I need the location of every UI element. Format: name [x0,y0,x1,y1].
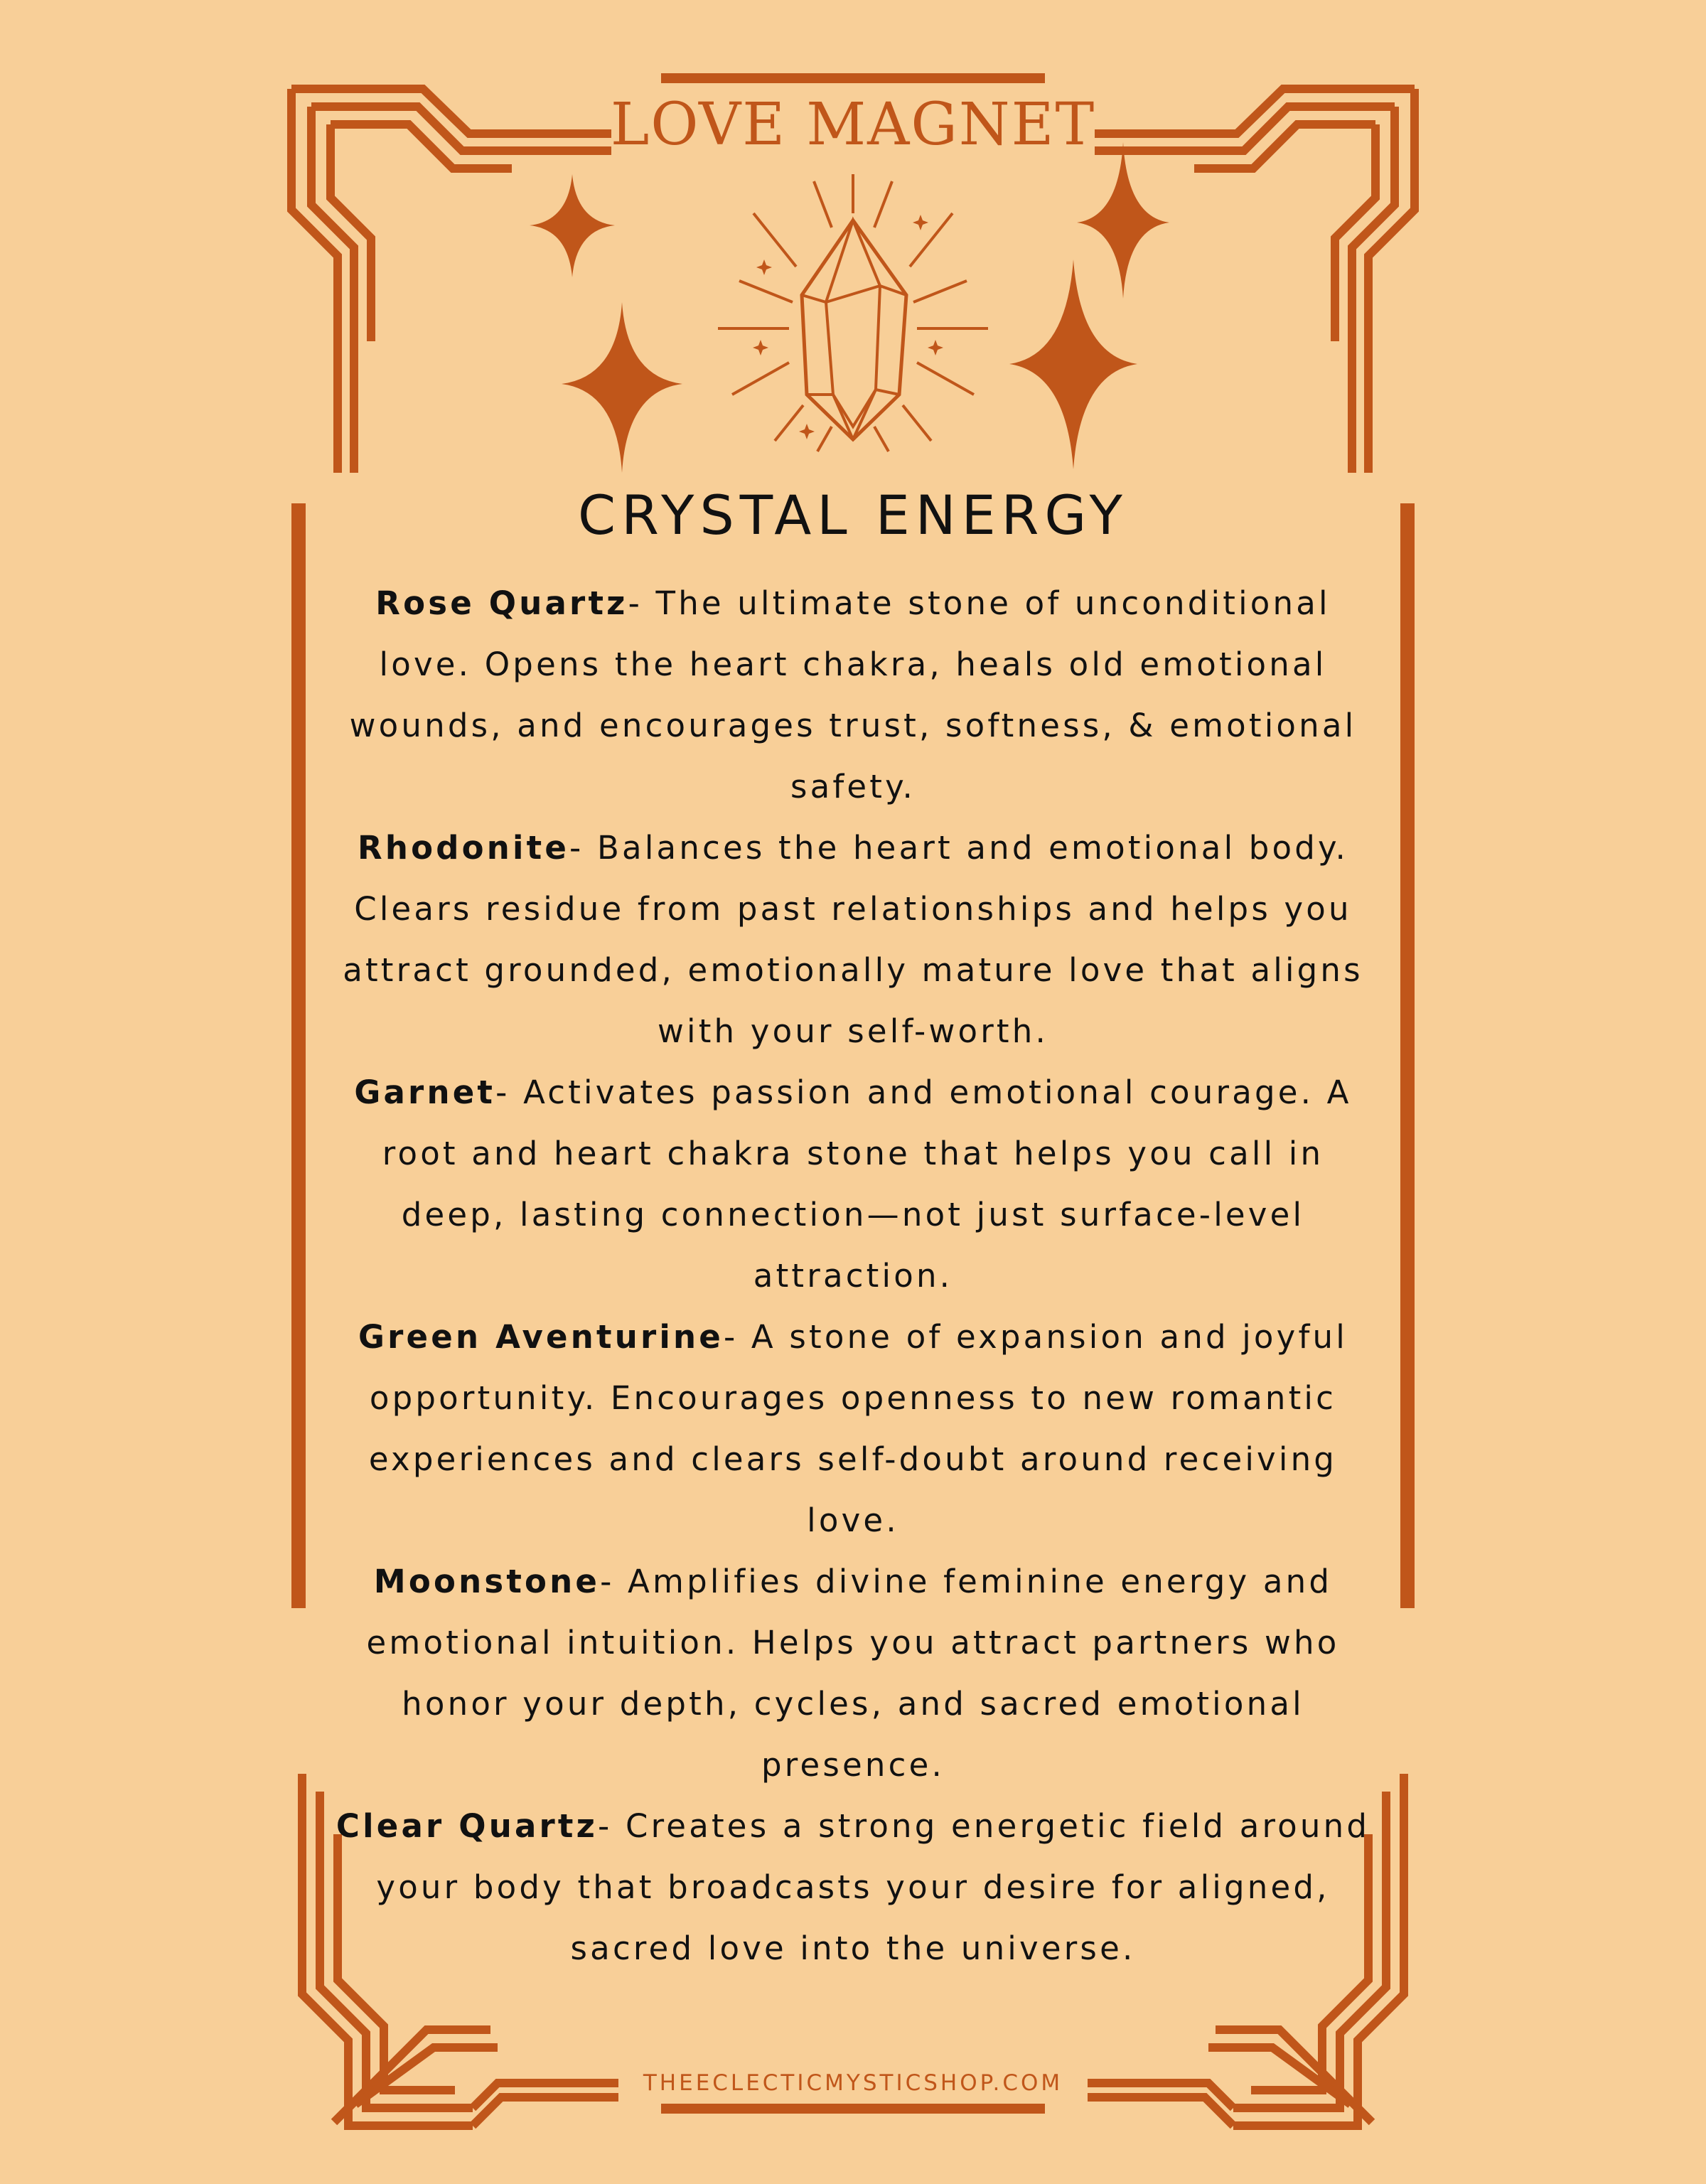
crystal-entry-rose-quartz [334,573,1372,818]
crystal-name: Clear Quartz [336,1807,599,1845]
sparkle-star-icon [562,302,682,473]
crystal-entry-green-aventurine [334,1307,1372,1551]
crystal-description: - Activates passion and emotional courage. A root and heart chakra stone that helps you call in deep, lasting connection—not just surface-level attraction. [382,1074,1352,1295]
crystal-description: - A stone of expansion and joyful opportunity. Encourages openness to new romantic experiences and clears self-doubt around receiving love. [368,1318,1348,1539]
sparkle-star-icon [1009,259,1137,469]
crystal-description: - Creates a strong energetic field around your body that broadcasts your desire for aligned, sacred love into the universe. [376,1807,1370,1967]
crystal-name: Moonstone [373,1563,601,1600]
crystal-name: Rhodonite [358,829,570,867]
crystal-entry-garnet [334,1062,1372,1307]
tiny-star-icon [928,340,943,355]
tiny-star-icon [799,424,815,439]
section-heading: CRYSTAL ENERGY [578,483,1128,547]
crystal-description: - Balances the heart and emotional body. Clears residue from past relationships and helps you attract grounded, emotionally mature love that aligns with your self-worth. [343,829,1363,1050]
tiny-star-icon [913,215,928,230]
tiny-star-icon [753,340,768,355]
sparkle-star-icon [530,174,615,277]
crystal-list [334,573,1372,1979]
crystal-entry-rhodonite [334,818,1372,1062]
crystal-name: Garnet [354,1074,496,1111]
crystal-name: Rose Quartz [375,584,628,622]
crystal-description: - Amplifies divine feminine energy and emotional intuition. Helps you attract partners who honor your depth, cycles, and sacred emotional presence. [366,1563,1340,1784]
crystal-description: - The ultimate stone of unconditional love. Opens the heart chakra, heals old emotional wounds, and encourages trust, softness, & emotional safety. [349,584,1357,805]
crystal-name: Green Aventurine [358,1318,724,1356]
crystal-entry-moonstone [334,1551,1372,1796]
tiny-star-icon [756,259,772,275]
website-url[interactable]: THEECLECTICMYSTICSHOP.COM [643,2070,1063,2096]
page-title: LOVE MAGNET [610,91,1096,159]
crystal-entry-clear-quartz [334,1796,1372,1979]
sparkle-star-icon [1077,142,1169,299]
crystal-icon [718,174,988,451]
